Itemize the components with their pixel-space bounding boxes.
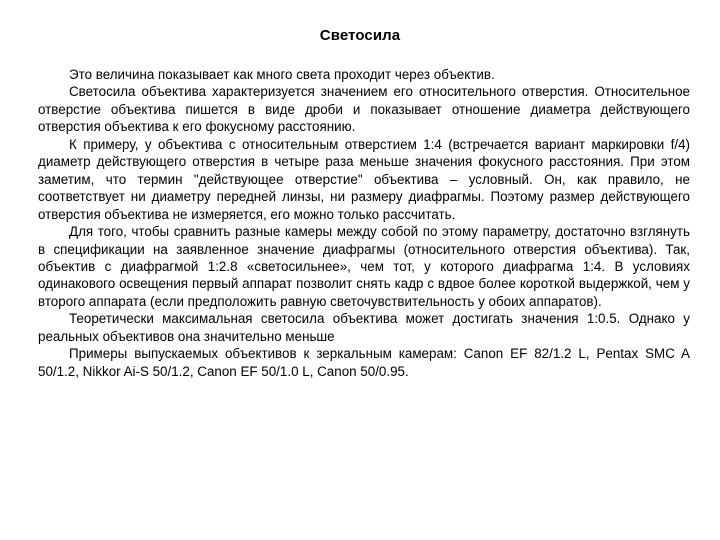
document-body bbox=[38, 66, 690, 380]
page-title: Светосила bbox=[319, 27, 401, 44]
paragraph-definition: Это величина показывает как много света проходит через объектив. bbox=[69, 67, 495, 82]
paragraph-example: К примеру, у объектива с относительным отверстием 1:4 (встречается вариант маркировки f/4) диаметр действующего отверстия в четыре раза меньше значения фокусного расстояния. При этом заметим, что термин "действующее отверстие" объектива – условный. Он, как правило, не соответствует ни диаметру передней линзы, ни размеру диафрагмы. Поэтому размер действующего отверстия объектива не измеряется, его можно только рассчитать. bbox=[38, 136, 690, 222]
paragraph-lens-examples: Примеры выпускаемых объективов к зеркальным камерам: Canon EF 82/1.2 L, Pentax SMC A 50/1.2, Nikkor Ai-S 50/1.2, Canon EF 50/1.0 L, Canon 50/0.95. bbox=[38, 346, 690, 379]
paragraph-comparison: Для того, чтобы сравнить разные камеры между собой по этому параметру, достаточно взглянуть в спецификации на заявленное значение диафрагмы (относительного отверстия объектива). Так, объектив с диафрагмой 1:2.8 «светосильнее», чем тот, у которого диафрагма 1:4. В условиях одинакового освещения первый аппарат позволит снять кадр с вдвое более короткой выдержкой, чем у второго аппарата (если предположить равную светочувствительность у обоих аппаратов). bbox=[38, 224, 690, 309]
paragraph-relative-aperture: Светосила объектива характеризуется значением его относительного отверстия. Относительное отверстие объектива пишется в виде дроби и показывает отношение диаметра действующего отверстия объектива к его фокусному расстоянию. bbox=[38, 84, 690, 135]
paragraph-theoretical-max: Теоретически максимальная светосила объектива может достигать значения 1:0.5. Однако у реальных объективов она значительно меньше bbox=[38, 311, 690, 344]
